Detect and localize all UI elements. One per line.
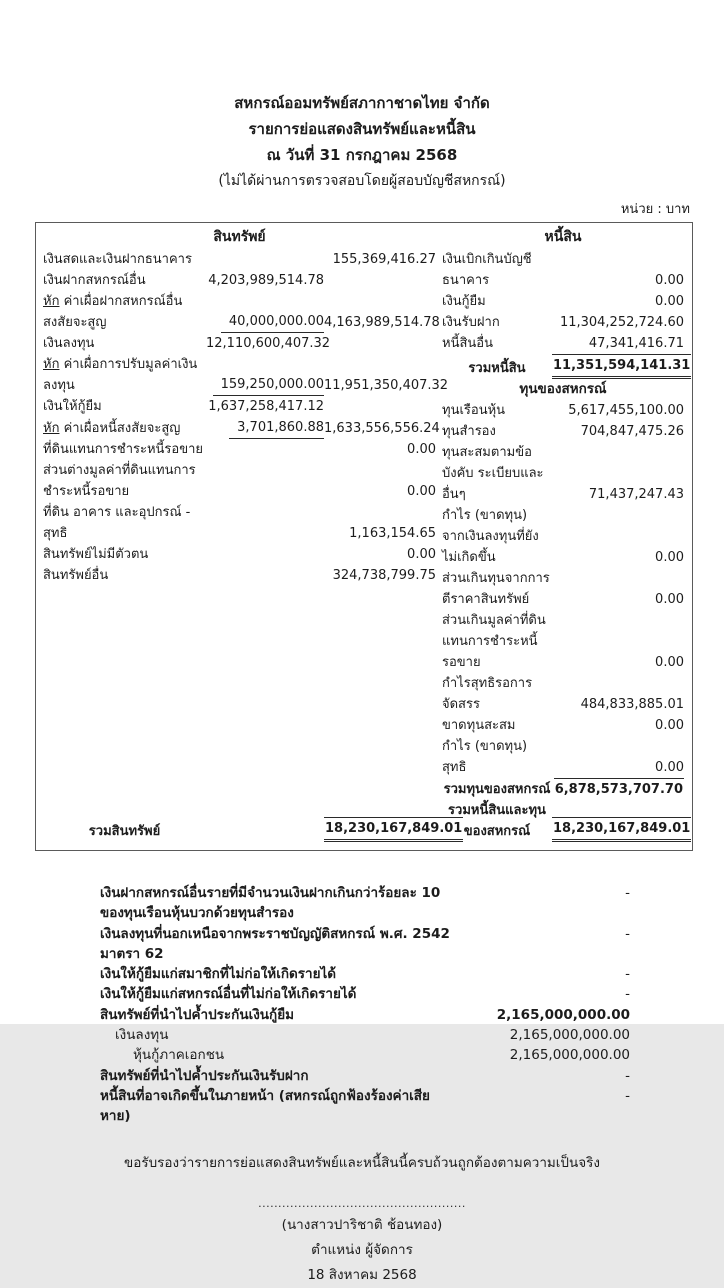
note-label: เงินลงทุน xyxy=(115,1027,169,1044)
liability-amount: 6,878,573,707.70 xyxy=(554,778,684,800)
liability-label: เงินเบิกเกินบัญชีธนาคาร xyxy=(442,252,532,288)
asset-label: สินทรัพย์ไม่มีตัวตน xyxy=(43,547,149,562)
asset-label: หัก ค่าเผื่อการปรับมูลค่าเงินลงทุน xyxy=(43,357,198,393)
note-label: เงินฝากสหกรณ์อื่นรายที่มีจำนวนเงินฝากเกินกว่าร้อยละ 10 ของทุนเรือนหุ้นบวกด้วยทุนสำรอง xyxy=(100,885,441,922)
note-value: - xyxy=(625,885,630,901)
asset-row xyxy=(43,396,436,417)
liability-row xyxy=(442,312,684,333)
unit-label: หน่วย : บาท xyxy=(620,202,690,217)
signature-date: 18 สิงหาคม 2568 xyxy=(307,1266,417,1283)
liability-amount: 5,617,455,100.00 xyxy=(568,403,684,418)
note-value: - xyxy=(625,986,630,1003)
liability-amount: 0.00 xyxy=(655,760,684,775)
liability-amount: 11,351,594,141.31 xyxy=(552,354,691,379)
assets-header: สินทรัพย์ xyxy=(213,229,266,245)
asset-label: ส่วนต่างมูลค่าที่ดินแทนการชำระหนี้รอขาย xyxy=(43,463,196,499)
asset-amount: 324,738,799.75 xyxy=(332,568,436,583)
liability-label: กำไรสุทธิรอการจัดสรร xyxy=(442,676,533,712)
asset-mid-value: 40,000,000.00 xyxy=(221,311,324,333)
note-label: หนี้สินที่อาจเกิดขึ้นในภายหน้า (สหกรณ์ถูกฟ้องร้องค่าเสียหาย) xyxy=(100,1087,430,1125)
deduct-prefix: หัก xyxy=(43,357,60,372)
asset-amount: 1,163,154.65 xyxy=(349,526,436,541)
asset-label: เงินลงทุน xyxy=(43,336,95,351)
asset-mid-value: 12,110,600,407.32 xyxy=(206,336,331,351)
asset-row xyxy=(43,333,436,354)
liabilities-equity-column xyxy=(438,225,692,842)
org-name: สหกรณ์ออมทรัพย์สภากาชาดไทย จำกัด xyxy=(234,94,490,112)
note-row xyxy=(100,964,630,984)
assets-total-amount-cell xyxy=(324,817,463,842)
asset-label: เงินให้กู้ยืม xyxy=(43,399,102,414)
note-label: เงินให้กู้ยืมแก่สหกรณ์อื่นที่ไม่ก่อให้เกิดรายได้ xyxy=(100,986,357,1003)
liability-amount-cell xyxy=(552,817,691,842)
asset-row xyxy=(43,249,436,270)
liability-label: เงินรับฝาก xyxy=(442,315,500,330)
note-row xyxy=(100,1066,630,1086)
asset-label: ที่ดินแทนการชำระหนี้รอขาย xyxy=(43,442,204,457)
liability-row xyxy=(442,442,684,505)
liability-amount-cell xyxy=(552,421,684,442)
asset-mid-amount xyxy=(206,396,324,417)
asset-mid-amount xyxy=(206,417,324,439)
liability-amount-cell xyxy=(552,333,684,354)
asset-row xyxy=(43,270,436,291)
liabilities-equity-rows xyxy=(442,249,691,842)
asset-row xyxy=(43,291,440,333)
asset-row xyxy=(43,417,440,439)
asset-amount: 4,163,989,514.78 xyxy=(324,315,440,330)
liability-row xyxy=(442,715,684,736)
liability-amount: 0.00 xyxy=(655,655,684,670)
balance-sheet-table xyxy=(35,222,693,851)
liability-amount-cell xyxy=(552,652,684,673)
liability-amount: 11,304,252,724.60 xyxy=(559,315,684,330)
assets-total-row xyxy=(43,817,463,842)
liability-row xyxy=(442,421,684,442)
liability-row xyxy=(442,333,684,354)
liability-row xyxy=(442,505,684,568)
asset-label: เงินสดและเงินฝากธนาคาร xyxy=(43,252,192,267)
liability-amount-cell xyxy=(552,778,684,800)
document-header xyxy=(0,0,724,194)
asset-label: หัก ค่าเผื่อฝากสหกรณ์อื่นสงสัยจะสูญ xyxy=(43,294,183,330)
note-row xyxy=(100,883,630,924)
liability-label: รวมทุนของสหกรณ์ xyxy=(443,782,551,797)
asset-mid-value: 1,637,258,417.12 xyxy=(208,399,324,414)
note-label: เงินลงทุนที่นอกเหนือจากพระราชบัญญัติสหกรณ์ พ.ศ. 2542 มาตรา 62 xyxy=(100,925,450,962)
liability-row xyxy=(442,736,684,778)
asset-mid-value: 159,250,000.00 xyxy=(213,374,324,396)
note-value: - xyxy=(625,925,630,942)
liability-row xyxy=(442,568,684,610)
asset-row xyxy=(43,460,436,502)
asset-label: สินทรัพย์อื่น xyxy=(43,568,109,583)
equity-section-header: ทุนของสหกรณ์ xyxy=(519,381,607,397)
signature-block xyxy=(0,1195,724,1288)
note-label: สินทรัพย์ที่นำไปค้ำประกันเงินกู้ยืม xyxy=(100,1006,294,1023)
asset-label: เงินฝากสหกรณ์อื่น xyxy=(43,273,146,288)
certification-statement: ขอรับรองว่ารายการย่อแสดงสินทรัพย์และหนี้สินนี้ครบถ้วนถูกต้องตามความเป็นจริง xyxy=(124,1154,600,1171)
liability-amount: 484,833,885.01 xyxy=(580,697,684,712)
signer-position: ตำแหน่ง ผู้จัดการ xyxy=(311,1241,413,1258)
liability-amount: 0.00 xyxy=(655,592,684,607)
note-label: สินทรัพย์ที่นำไปค้ำประกันเงินรับฝาก xyxy=(100,1067,309,1084)
liability-label: กำไร (ขาดทุน) จากเงินลงทุนที่ยังไม่เกิดขึ้น xyxy=(442,508,539,565)
liability-label: ทุนเรือนหุ้น xyxy=(442,403,506,418)
liability-amount-cell xyxy=(552,589,684,610)
asset-row xyxy=(43,544,436,565)
note-row xyxy=(100,1086,630,1127)
liability-total-row xyxy=(442,354,691,379)
note-value: - xyxy=(625,1067,630,1084)
note-value: - xyxy=(625,966,630,983)
liability-row xyxy=(442,249,684,291)
liability-label: กำไร (ขาดทุน) สุทธิ xyxy=(442,739,528,775)
note-row xyxy=(100,924,630,965)
asset-row xyxy=(43,439,436,460)
asset-amount: 11,951,350,407.32 xyxy=(324,378,449,393)
asset-row xyxy=(43,565,436,586)
asset-mid-amount xyxy=(206,333,331,354)
note-row xyxy=(100,1045,630,1065)
liability-label: ส่วนเกินมูลค่าที่ดินแทนการชำระหนี้รอขาย xyxy=(442,613,546,670)
liability-label: รวมหนี้สินและทุนของสหกรณ์ xyxy=(448,803,546,839)
note-value: 2,165,000,000.00 xyxy=(496,1006,630,1023)
report-title: รายการย่อแสดงสินทรัพย์และหนี้สิน xyxy=(248,120,476,138)
note-value: 2,165,000,000.00 xyxy=(509,1027,630,1044)
note-row xyxy=(100,1005,630,1025)
asset-amount: 0.00 xyxy=(407,442,436,457)
liability-amount-cell xyxy=(552,400,684,421)
asset-amount: 0.00 xyxy=(407,484,436,499)
liability-label: เงินกู้ยืม xyxy=(442,294,486,309)
asset-mid-amount xyxy=(206,270,324,291)
note-row xyxy=(100,984,630,1004)
assets-rows xyxy=(43,249,449,586)
liability-row xyxy=(442,291,684,312)
liability-amount-cell xyxy=(552,354,691,379)
note-value: 2,165,000,000.00 xyxy=(509,1047,630,1064)
liability-amount: 0.00 xyxy=(655,273,684,288)
asset-mid-value: 3,701,860.88 xyxy=(229,417,324,439)
notes-section xyxy=(100,883,630,1127)
asset-row xyxy=(43,354,449,396)
liability-amount-cell xyxy=(552,757,684,778)
liability-amount: 47,341,416.71 xyxy=(588,336,684,351)
liability-amount: 0.00 xyxy=(655,294,684,309)
liability-row xyxy=(442,610,684,673)
asset-row xyxy=(43,502,436,544)
liability-amount: 0.00 xyxy=(655,550,684,565)
liability-amount-cell xyxy=(552,270,684,291)
liability-label: ส่วนเกินทุนจากการตีราคาสินทรัพย์ xyxy=(442,571,550,607)
note-row xyxy=(100,1025,630,1045)
asset-amount: 0.00 xyxy=(407,547,436,562)
asset-mid-value: 4,203,989,514.78 xyxy=(208,273,324,288)
liability-label: ขาดทุนสะสม xyxy=(442,718,516,733)
liability-amount-cell xyxy=(552,715,684,736)
liability-label: ทุนสำรอง xyxy=(442,424,496,439)
liability-amount-cell xyxy=(552,694,684,715)
assets-total-amount: 18,230,167,849.01 xyxy=(324,817,463,842)
liability-label: รวมหนี้สิน xyxy=(468,361,526,376)
asset-amount: 1,633,556,556.24 xyxy=(324,421,440,436)
note-label: หุ้นกู้ภาคเอกชน xyxy=(133,1047,225,1064)
signature-line: .................................................... xyxy=(258,1196,466,1210)
liability-total-row xyxy=(442,800,691,842)
liability-row xyxy=(442,673,684,715)
deduct-prefix: หัก xyxy=(43,421,60,436)
liability-row xyxy=(442,400,684,421)
as-of-date: ณ วันที่ 31 กรกฎาคม 2568 xyxy=(266,146,458,164)
asset-amount: 155,369,416.27 xyxy=(332,252,436,267)
liability-amount: 71,437,247.43 xyxy=(588,487,684,502)
liability-total-row xyxy=(442,778,684,800)
liability-amount-cell xyxy=(552,312,684,333)
liability-amount: 0.00 xyxy=(655,718,684,733)
asset-mid-amount xyxy=(206,311,324,333)
liabilities-header: หนี้สิน xyxy=(544,229,582,245)
liability-amount: 704,847,475.26 xyxy=(580,424,684,439)
liability-amount-cell xyxy=(552,547,684,568)
deduct-prefix: หัก xyxy=(43,294,60,309)
asset-mid-amount xyxy=(206,374,324,396)
note-value: - xyxy=(625,1087,630,1104)
liability-label: หนี้สินอื่น xyxy=(442,336,493,351)
audit-note: (ไม่ได้ผ่านการตรวจสอบโดยผู้สอบบัญชีสหกรณ์) xyxy=(218,173,506,189)
note-label: เงินให้กู้ยืมแก่สมาชิกที่ไม่ก่อให้เกิดรายได้ xyxy=(100,966,337,983)
liability-label: ทุนสะสมตามข้อบังคับ ระเบียบและอื่นๆ xyxy=(442,445,544,502)
liability-amount-cell xyxy=(552,484,684,505)
asset-label: ที่ดิน อาคาร และอุปกรณ์ - สุทธิ xyxy=(43,505,191,541)
liability-amount: 18,230,167,849.01 xyxy=(552,817,691,842)
assets-total-label: รวมสินทรัพย์ xyxy=(88,824,161,839)
assets-column xyxy=(36,225,463,842)
signer-name: (นางสาวปาริชาติ ช้อนทอง) xyxy=(281,1216,443,1233)
liability-amount-cell xyxy=(552,291,684,312)
asset-label: หัก ค่าเผื่อหนี้สงสัยจะสูญ xyxy=(43,421,181,436)
